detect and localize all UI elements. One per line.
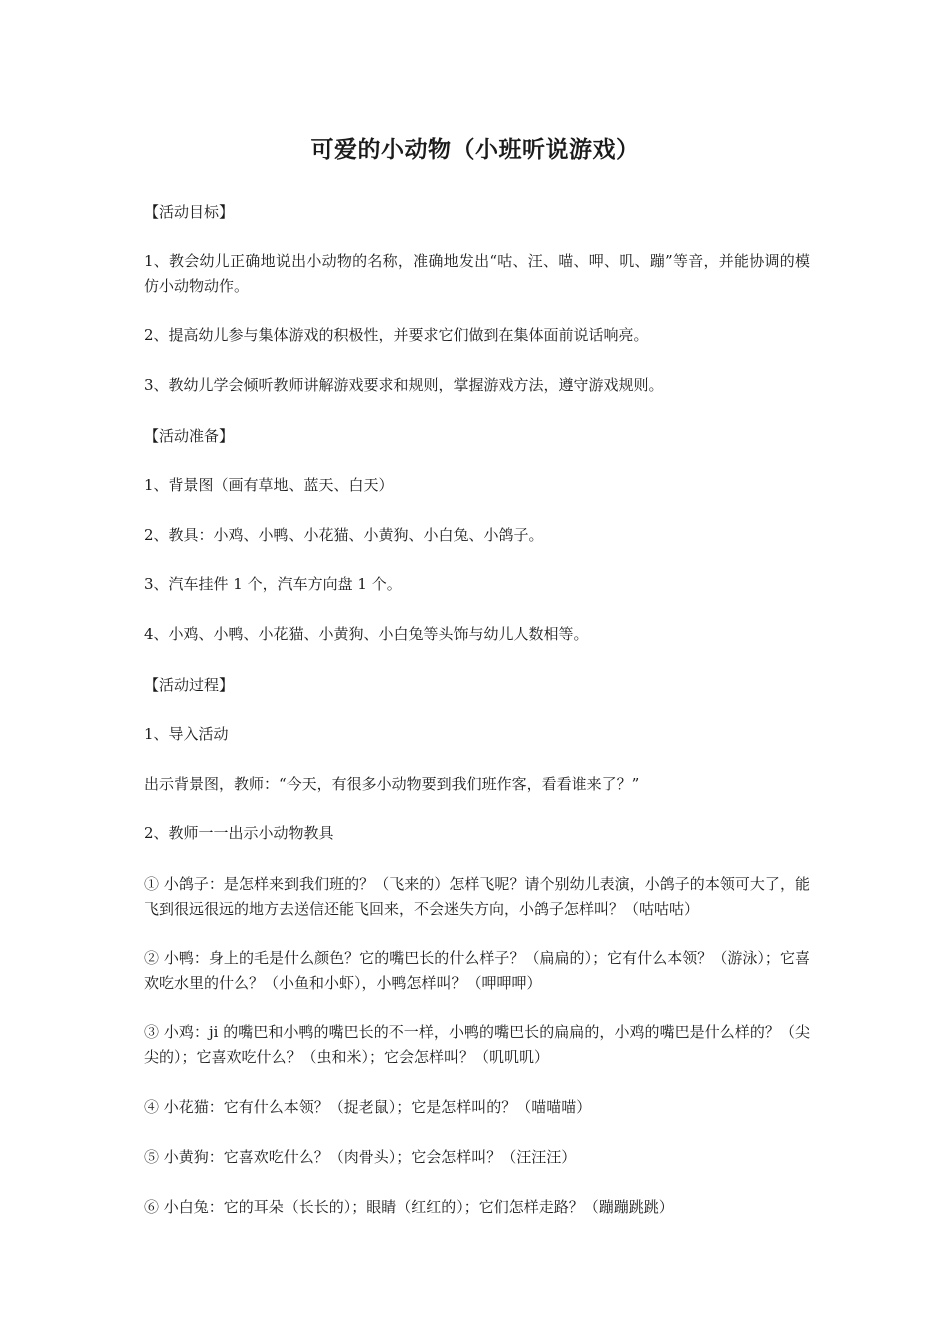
preparation-item-2: 2、教具：小鸡、小鸭、小花猫、小黄狗、小白兔、小鸽子。 bbox=[144, 526, 544, 544]
preparation-item-4: 4、小鸡、小鸭、小花猫、小黄狗、小白兔等头饰与幼儿人数相等。 bbox=[144, 625, 589, 643]
animal-dog: ⑤ 小黄狗：它喜欢吃什么？（肉骨头）；它会怎样叫？（汪汪汪） bbox=[144, 1148, 577, 1166]
process-intro-text: 出示背景图，教师：“今天，有很多小动物要到我们班作客，看看谁来了？” bbox=[144, 775, 640, 793]
process-step-2: 2、教师一一出示小动物教具 bbox=[144, 824, 334, 842]
goal-item-2: 2、提高幼儿参与集体游戏的积极性，并要求它们做到在集体面前说话响亮。 bbox=[144, 326, 649, 344]
goal-item-3: 3、教幼儿学会倾听教师讲解游戏要求和规则，掌握游戏方法，遵守游戏规则。 bbox=[144, 376, 664, 394]
animal-cat: ④ 小花猫：它有什么本领？（捉老鼠）；它是怎样叫的？（喵喵喵） bbox=[144, 1098, 592, 1116]
animal-chick: ③ 小鸡：ji 的嘴巴和小鸭的嘴巴长的不一样，小鸭的嘴巴长的扁扁的，小鸡的嘴巴是什么样的？（尖尖的）；它喜欢吃什么？（虫和米）；它会怎样叫？（叽叽叽） bbox=[144, 1023, 810, 1066]
preparation-heading: 【活动准备】 bbox=[144, 427, 235, 445]
process-step-1: 1、导入活动 bbox=[144, 725, 229, 743]
preparation-item-3: 3、汽车挂件 1 个，汽车方向盘 1 个。 bbox=[144, 575, 402, 593]
document-title: 可爱的小动物（小班听说游戏） bbox=[310, 136, 640, 163]
goals-heading: 【活动目标】 bbox=[144, 203, 235, 221]
process-heading: 【活动过程】 bbox=[144, 676, 235, 694]
preparation-item-1: 1、背景图（画有草地、蓝天、白天） bbox=[144, 476, 394, 494]
animal-duck: ② 小鸭：身上的毛是什么颜色？它的嘴巴长的什么样子？（扁扁的）；它有什么本领？（游泳）；它喜欢吃水里的什么？（小鱼和小虾），小鸭怎样叫？（呷呷呷） bbox=[144, 949, 810, 992]
goal-item-1: 1、教会幼儿正确地说出小动物的名称，准确地发出“咕、汪、喵、呷、叽、蹦”等音，并能协调的模仿小动物动作。 bbox=[144, 252, 810, 295]
animal-rabbit: ⑥ 小白兔：它的耳朵（长长的）；眼睛（红红的）；它们怎样走路？（蹦蹦跳跳） bbox=[144, 1198, 674, 1216]
animal-pigeon: ① 小鸽子：是怎样来到我们班的？（飞来的）怎样飞呢？请个别幼儿表演，小鸽子的本领可大了，能飞到很远很远的地方去送信还能飞回来，不会迷失方向，小鸽子怎样叫？（咕咕咕） bbox=[144, 875, 810, 918]
